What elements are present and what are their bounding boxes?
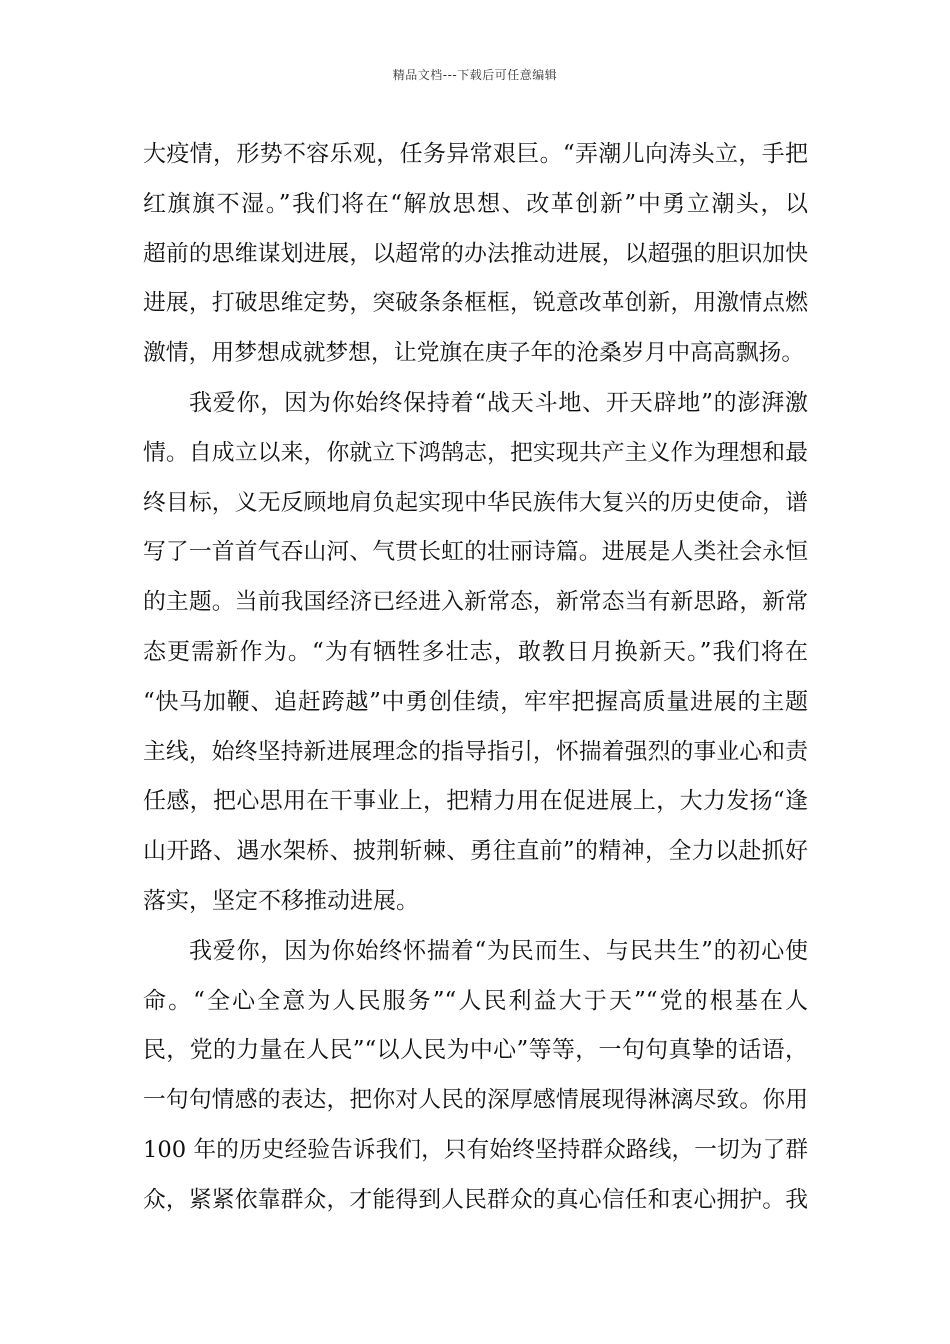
text-line: 进展，打破思维定势，突破条条框框，锐意改革创新，用激情点燃 (143, 290, 808, 317)
text-line: 命。“全心全意为人民服务”“人民利益大于天”“党的根基在人 (143, 987, 808, 1014)
paragraph-1 (143, 130, 808, 379)
text-line: 大疫情，形势不容乐观，任务异常艰巨。“弄潮儿向涛头立，手把 (143, 141, 808, 167)
text-line: 众，紧紧依靠群众，才能得到人民群众的真心信任和衷心拥护。我 (143, 1186, 808, 1213)
paragraph-2 (143, 379, 808, 927)
text-line: 我爱你，因为你始终怀揣着“为民而生、与民共生”的初心使 (189, 937, 808, 964)
text-line: 红旗旗不湿。”我们将在“解放思想、改革创新”中勇立潮头，以 (143, 190, 808, 217)
text-line: 的主题。当前我国经济已经进入新常态，新常态当有新思路，新常 (143, 589, 808, 616)
text-line: 100 年的历史经验告诉我们，只有始终坚持群众路线，一切为了群 (143, 1136, 808, 1163)
text-line: 落实，坚定不移推动进展。 (143, 887, 419, 914)
text-line: 山开路、遇水架桥、披荆斩棘、勇往直前”的精神，全力以赴抓好 (143, 838, 808, 865)
paragraph-3 (143, 927, 808, 1226)
page-header: 精品文档---下载后可任意编辑 (392, 68, 558, 82)
text-line: 民，党的力量在人民”“以人民为中心”等等，一句句真挚的话语， (143, 1037, 808, 1064)
text-line: 超前的思维谋划进展，以超常的办法推动进展，以超强的胆识加快 (143, 240, 808, 267)
text-line: 写了一首首气吞山河、气贯长虹的壮丽诗篇。进展是人类社会永恒 (143, 539, 808, 566)
text-line: 任感，把心思用在干事业上，把精力用在促进展上，大力发扬“逢 (143, 788, 808, 815)
text-line: 一句句情感的表达，把你对人民的深厚感情展现得淋漓尽致。你用 (143, 1087, 808, 1114)
text-line: 主线，始终坚持新进展理念的指导指引，怀揣着强烈的事业心和责 (143, 738, 808, 765)
text-line: “快马加鞭、追赶跨越”中勇创佳绩，牢牢把握高质量进展的主题 (143, 688, 808, 715)
text-line: 终目标，义无反顾地肩负起实现中华民族伟大复兴的历史使命，谱 (143, 489, 808, 516)
text-line: 态更需新作为。“为有牺牲多壮志，敢教日月换新天。”我们将在 (143, 638, 808, 665)
text-line: 情。自成立以来，你就立下鸿鹄志，把实现共产主义作为理想和最 (143, 439, 808, 466)
document-body (143, 130, 808, 1226)
text-line: 我爱你，因为你始终保持着“战天斗地、开天辟地”的澎湃激 (189, 389, 808, 416)
text-line: 激情，用梦想成就梦想，让党旗在庚子年的沧桑岁月中高高飘扬。 (143, 340, 805, 367)
